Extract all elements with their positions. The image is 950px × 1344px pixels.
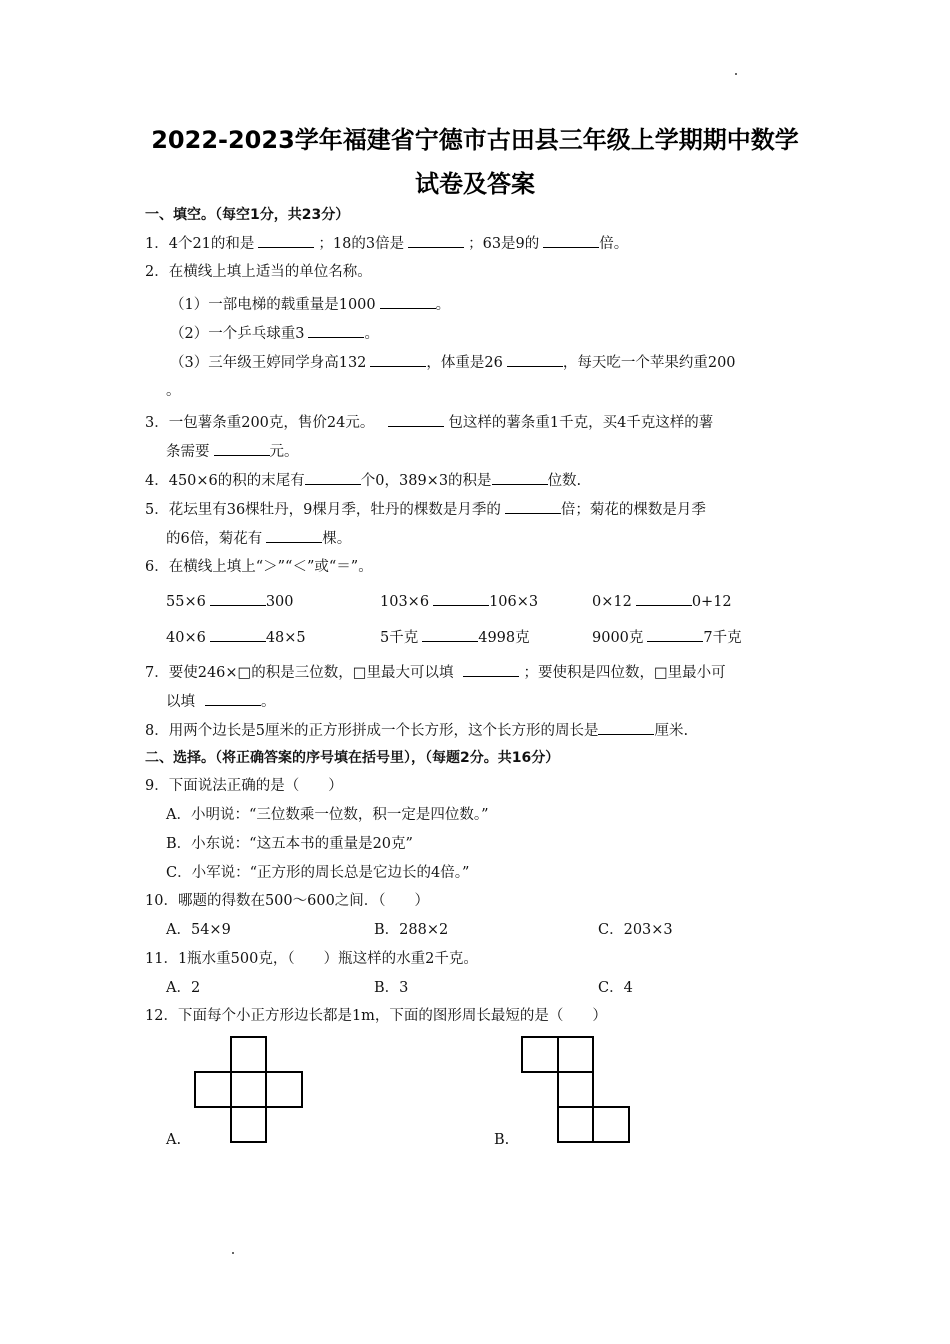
- page-mark-top: [735, 73, 737, 75]
- document-title-line1: 2022-2023学年福建省宁德市古田县三年级上学期期中数学: [151, 126, 799, 154]
- question-3-line1: 3．一包薯条重200克，售价24元。 包这样的薯条重1千克，买4千克这样的薯: [145, 412, 713, 433]
- answer-blank[interactable]: [463, 662, 519, 677]
- compare-item: 5千克 4998克: [380, 627, 530, 648]
- question-5-line1: 5．花坛里有36棵牡丹，9棵月季，牡丹的棵数是月季的 倍；菊花的棵数是月季: [145, 499, 706, 520]
- question-2-2: （2）一个乒乓球重3 。: [170, 323, 379, 344]
- answer-blank[interactable]: [370, 352, 426, 367]
- answer-blank[interactable]: [433, 591, 489, 606]
- question-11-option-b[interactable]: B．3: [374, 980, 409, 996]
- document-title-line2: 试卷及答案: [415, 170, 535, 198]
- question-11-option-a[interactable]: A．2: [166, 980, 201, 996]
- question-5-line2: 的6倍，菊花有 棵。: [166, 528, 351, 549]
- question-2-stem: 2．在横线上填上适当的单位名称。: [145, 264, 372, 280]
- page-mark-bottom: [232, 1252, 234, 1254]
- question-2-1: （1）一部电梯的载重量是1000 。: [170, 294, 450, 315]
- question-8: 8．用两个边长是5厘米的正方形拼成一个长方形，这个长方形的周长是 厘米.: [145, 720, 688, 741]
- answer-blank[interactable]: [380, 294, 436, 309]
- question-10-option-b[interactable]: B．288×2: [374, 922, 449, 938]
- question-10-option-a[interactable]: A．54×9: [166, 922, 231, 938]
- question-10-stem: 10．哪题的得数在500～600之间．（ ）: [145, 893, 430, 909]
- answer-blank[interactable]: [305, 470, 361, 485]
- question-9-stem: 9．下面说法正确的是（ ）: [145, 778, 343, 794]
- question-7-line1: 7．要使246×□的积是三位数，□里最大可以填 ；要使积是四位数，□里最小可: [145, 662, 726, 683]
- section2-heading: 二、选择。（将正确答案的序号填在括号里），（每题2分。共16分）: [145, 750, 560, 766]
- compare-item: 103×6 106×3: [380, 591, 538, 612]
- answer-blank[interactable]: [308, 323, 364, 338]
- unit-square: [231, 1037, 266, 1072]
- figure-b-step-shape[interactable]: [521, 1036, 633, 1144]
- answer-blank[interactable]: [408, 233, 464, 248]
- question-9-option-c[interactable]: C．小军说：“正方形的周长总是它边长的4倍。”: [166, 865, 470, 881]
- compare-item: 40×6 48×5: [166, 627, 306, 648]
- answer-blank[interactable]: [598, 720, 654, 735]
- question-11-option-c[interactable]: C．4: [598, 980, 633, 996]
- question-6-stem: 6．在横线上填上“＞”“＜”或“＝”。: [145, 559, 373, 575]
- answer-blank[interactable]: [266, 528, 322, 543]
- unit-square: [522, 1037, 558, 1072]
- unit-square: [231, 1107, 266, 1142]
- answer-blank[interactable]: [205, 691, 261, 706]
- unit-square: [266, 1072, 302, 1107]
- answer-blank[interactable]: [388, 412, 444, 427]
- compare-item: 55×6 300: [166, 591, 294, 612]
- unit-square: [593, 1107, 629, 1142]
- answer-blank[interactable]: [647, 627, 703, 642]
- answer-blank[interactable]: [422, 627, 478, 642]
- question-9-option-a[interactable]: A．小明说：“三位数乘一位数，积一定是四位数。”: [166, 807, 489, 823]
- compare-item: 0×12 0+12: [592, 591, 732, 612]
- figure-b-label[interactable]: B.: [494, 1132, 510, 1148]
- figure-a-cross-shape[interactable]: [193, 1036, 307, 1144]
- answer-blank[interactable]: [258, 233, 314, 248]
- question-2-3-end: 。: [166, 383, 181, 399]
- question-10-option-c[interactable]: C．203×3: [598, 922, 673, 938]
- question-2-3: （3）三年级王婷同学身高132 ，体重是26 ，每天吃一个苹果约重200: [170, 352, 736, 373]
- unit-square: [558, 1072, 593, 1107]
- answer-blank[interactable]: [210, 591, 266, 606]
- question-9-option-b[interactable]: B．小东说：“这五本书的重量是20克”: [166, 836, 413, 852]
- answer-blank[interactable]: [507, 352, 563, 367]
- answer-blank[interactable]: [505, 499, 561, 514]
- figure-a-label[interactable]: A.: [166, 1132, 182, 1148]
- answer-blank[interactable]: [210, 627, 266, 642]
- answer-blank[interactable]: [543, 233, 599, 248]
- unit-square: [195, 1072, 231, 1107]
- unit-square: [231, 1072, 266, 1107]
- answer-blank[interactable]: [214, 441, 270, 456]
- question-3-line2: 条需要 元。: [166, 441, 299, 462]
- answer-blank[interactable]: [492, 470, 548, 485]
- unit-square: [558, 1037, 593, 1072]
- unit-square: [558, 1107, 593, 1142]
- question-7-line2: 以填 。: [166, 691, 276, 712]
- question-1: 1．4个21的和是 ；18的3倍是 ；63是9的 倍。: [145, 233, 628, 254]
- section1-heading: 一、填空。（每空1分，共23分）: [145, 207, 350, 223]
- compare-item: 9000克 7千克: [592, 627, 742, 648]
- question-4: 4．450×6的积的末尾有 个0，389×3的积是 位数.: [145, 470, 581, 491]
- question-12-stem: 12．下面每个小正方形边长都是1m，下面的图形周长最短的是（ ）: [145, 1008, 607, 1024]
- answer-blank[interactable]: [636, 591, 692, 606]
- question-11-stem: 11．1瓶水重500克，（ ）瓶这样的水重2千克。: [145, 951, 478, 967]
